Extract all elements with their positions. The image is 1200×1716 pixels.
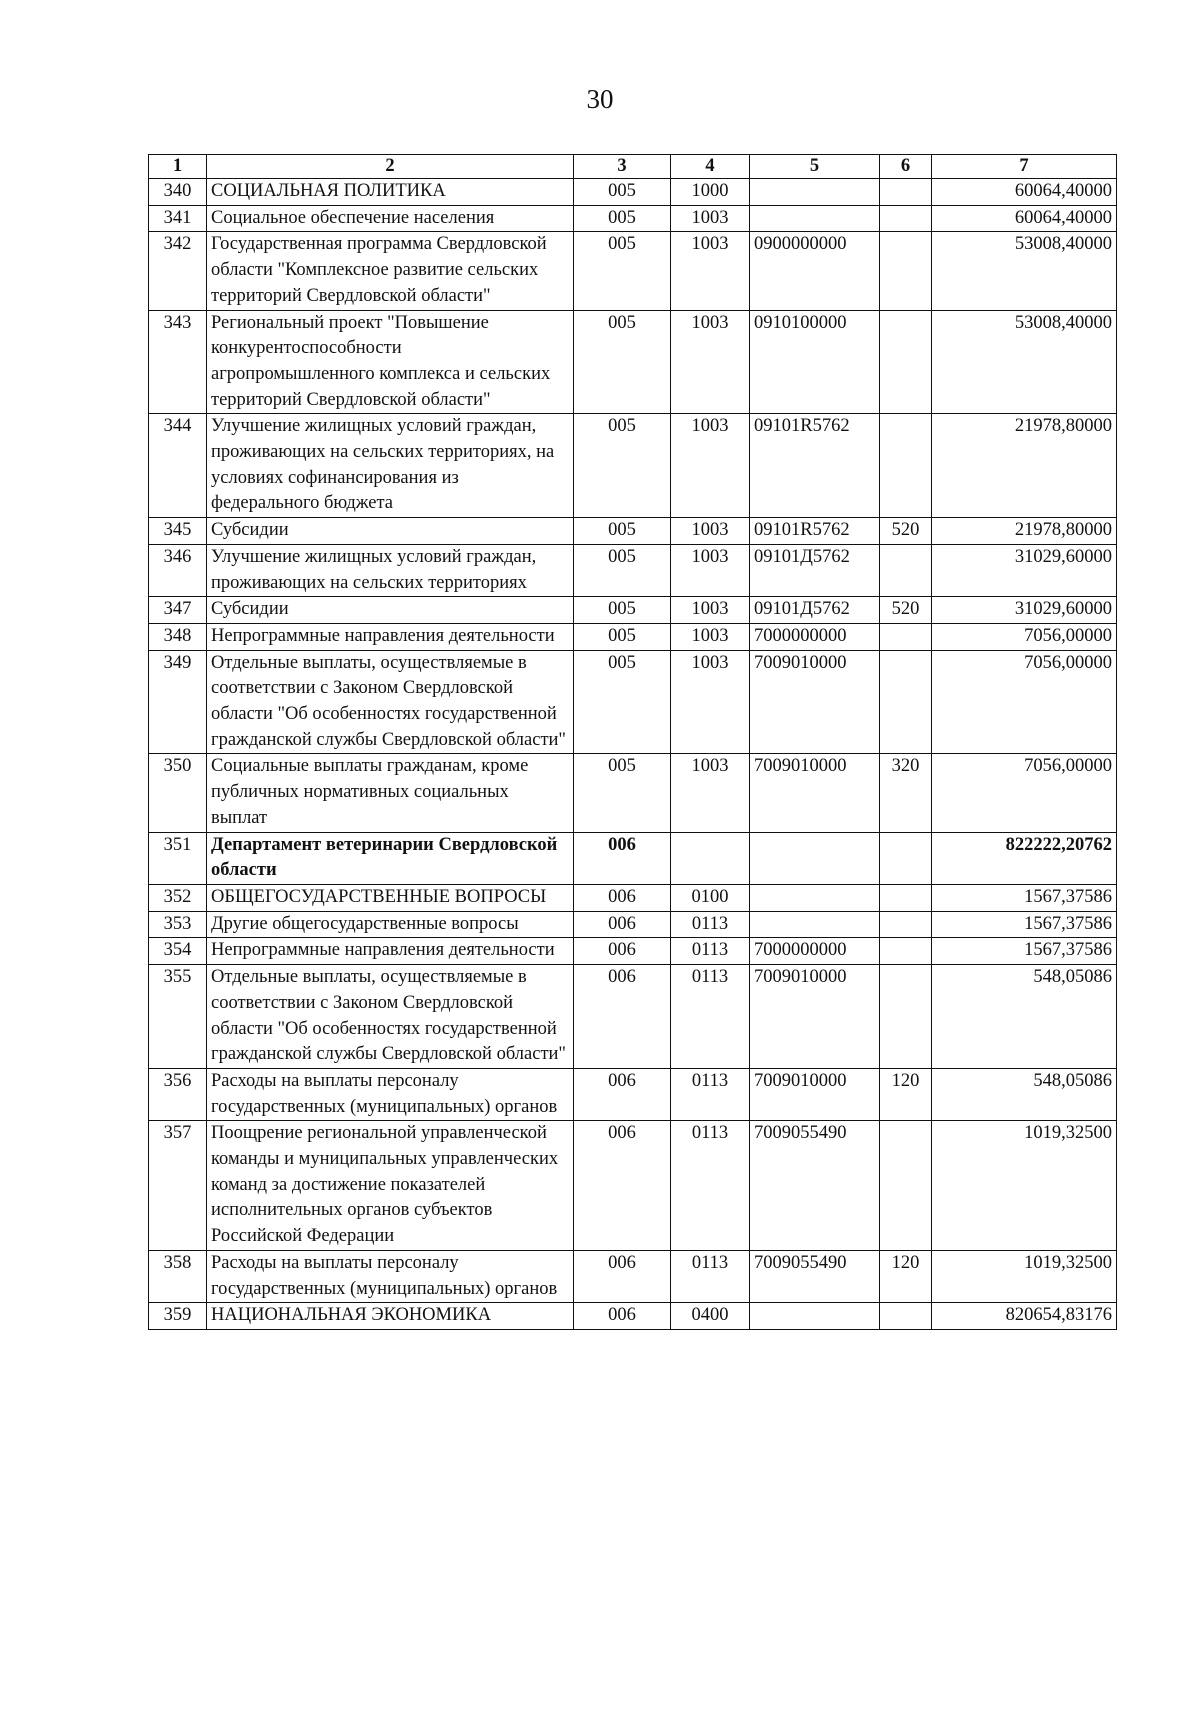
row-code-6: 520	[880, 597, 932, 624]
row-code-3: 006	[574, 938, 671, 965]
row-amount: 548,05086	[932, 1068, 1117, 1120]
row-code-3: 006	[574, 965, 671, 1069]
row-name: Социальное обеспечение населения	[207, 205, 574, 232]
row-code-5	[750, 1303, 880, 1330]
row-amount: 7056,00000	[932, 623, 1117, 650]
header-col-2: 2	[207, 155, 574, 179]
row-code-6	[880, 965, 932, 1069]
row-number: 350	[149, 754, 207, 832]
row-number: 357	[149, 1121, 207, 1251]
header-col-7: 7	[932, 155, 1117, 179]
row-amount: 1567,37586	[932, 938, 1117, 965]
row-code-4: 1003	[671, 623, 750, 650]
row-name: Непрограммные направления деятельности	[207, 938, 574, 965]
row-code-3: 005	[574, 179, 671, 206]
row-code-5: 0910100000	[750, 310, 880, 414]
table-row	[149, 623, 1117, 650]
row-code-4: 0113	[671, 1068, 750, 1120]
row-number: 349	[149, 650, 207, 754]
row-code-3: 005	[574, 597, 671, 624]
row-code-5: 7009055490	[750, 1121, 880, 1251]
table-row	[149, 1250, 1117, 1302]
table-row	[149, 1121, 1117, 1251]
row-code-3: 005	[574, 754, 671, 832]
row-code-5: 7009010000	[750, 754, 880, 832]
row-amount: 1019,32500	[932, 1250, 1117, 1302]
row-name: Улучшение жилищных условий граждан, проживающих на сельских территориях, на условиях софинансирования из федерального бюджета	[207, 414, 574, 518]
row-code-6	[880, 310, 932, 414]
row-code-4: 0100	[671, 884, 750, 911]
row-name: Социальные выплаты гражданам, кроме публичных нормативных социальных выплат	[207, 754, 574, 832]
header-col-5: 5	[750, 155, 880, 179]
row-name: Другие общегосударственные вопросы	[207, 911, 574, 938]
row-code-4: 0113	[671, 1250, 750, 1302]
budget-table	[148, 154, 1117, 1330]
header-row	[149, 155, 1117, 179]
table-row	[149, 965, 1117, 1069]
table-row	[149, 1303, 1117, 1330]
row-code-4: 0113	[671, 911, 750, 938]
row-code-3: 005	[574, 232, 671, 310]
row-code-6	[880, 884, 932, 911]
row-number: 340	[149, 179, 207, 206]
row-name: Непрограммные направления деятельности	[207, 623, 574, 650]
row-code-3: 006	[574, 884, 671, 911]
row-number: 356	[149, 1068, 207, 1120]
row-number: 348	[149, 623, 207, 650]
row-number: 353	[149, 911, 207, 938]
page-number: 30	[586, 84, 614, 114]
row-code-6	[880, 1121, 932, 1251]
row-name: Расходы на выплаты персоналу государственных (муниципальных) органов	[207, 1068, 574, 1120]
row-code-5	[750, 832, 880, 884]
row-code-4: 0113	[671, 938, 750, 965]
row-amount: 1019,32500	[932, 1121, 1117, 1251]
row-code-5: 7000000000	[750, 938, 880, 965]
table-row	[149, 884, 1117, 911]
row-code-6	[880, 911, 932, 938]
row-code-6: 320	[880, 754, 932, 832]
row-code-3: 006	[574, 911, 671, 938]
row-amount: 31029,60000	[932, 544, 1117, 596]
table-row	[149, 832, 1117, 884]
row-code-3: 006	[574, 1068, 671, 1120]
row-code-5	[750, 179, 880, 206]
row-code-6	[880, 1303, 932, 1330]
table-row	[149, 179, 1117, 206]
row-code-4: 1003	[671, 205, 750, 232]
row-number: 346	[149, 544, 207, 596]
row-code-5	[750, 911, 880, 938]
row-amount: 822222,20762	[932, 832, 1117, 884]
row-code-6	[880, 205, 932, 232]
row-code-4: 1003	[671, 544, 750, 596]
row-code-4: 1003	[671, 597, 750, 624]
row-amount: 53008,40000	[932, 310, 1117, 414]
row-code-6	[880, 623, 932, 650]
row-amount: 7056,00000	[932, 754, 1117, 832]
row-code-3: 005	[574, 205, 671, 232]
row-amount: 1567,37586	[932, 911, 1117, 938]
row-code-6	[880, 544, 932, 596]
row-name: Субсидии	[207, 597, 574, 624]
row-code-4: 1003	[671, 518, 750, 545]
table-row	[149, 754, 1117, 832]
table-row	[149, 414, 1117, 518]
row-code-4: 1003	[671, 232, 750, 310]
row-code-5	[750, 884, 880, 911]
row-amount: 53008,40000	[932, 232, 1117, 310]
table-row	[149, 544, 1117, 596]
row-code-3: 005	[574, 414, 671, 518]
table-row	[149, 1068, 1117, 1120]
row-code-4: 1003	[671, 650, 750, 754]
row-number: 354	[149, 938, 207, 965]
row-code-5: 09101Д5762	[750, 597, 880, 624]
row-code-5: 09101Д5762	[750, 544, 880, 596]
table-row	[149, 938, 1117, 965]
row-code-6: 120	[880, 1250, 932, 1302]
row-code-4: 0113	[671, 1121, 750, 1251]
table-row	[149, 650, 1117, 754]
row-name: Поощрение региональной управленческой команды и муниципальных управленческих команд за достижение показателей исполнительных органов субъектов Российской Федерации	[207, 1121, 574, 1251]
row-name: Улучшение жилищных условий граждан, проживающих на сельских территориях	[207, 544, 574, 596]
row-code-4: 1000	[671, 179, 750, 206]
row-name: НАЦИОНАЛЬНАЯ ЭКОНОМИКА	[207, 1303, 574, 1330]
row-amount: 60064,40000	[932, 205, 1117, 232]
row-code-5: 7009010000	[750, 1068, 880, 1120]
row-name: Расходы на выплаты персоналу государственных (муниципальных) органов	[207, 1250, 574, 1302]
row-number: 359	[149, 1303, 207, 1330]
table-body	[149, 179, 1117, 1330]
header-col-3: 3	[574, 155, 671, 179]
row-amount: 7056,00000	[932, 650, 1117, 754]
row-code-5: 7009055490	[750, 1250, 880, 1302]
row-number: 345	[149, 518, 207, 545]
row-amount: 21978,80000	[932, 414, 1117, 518]
row-code-3: 006	[574, 1121, 671, 1251]
header-col-1: 1	[149, 155, 207, 179]
row-code-5: 0900000000	[750, 232, 880, 310]
row-code-5: 7009010000	[750, 965, 880, 1069]
row-code-6	[880, 232, 932, 310]
row-code-4: 1003	[671, 310, 750, 414]
row-code-3: 005	[574, 623, 671, 650]
header-col-4: 4	[671, 155, 750, 179]
table-row	[149, 310, 1117, 414]
row-amount: 1567,37586	[932, 884, 1117, 911]
row-code-3: 005	[574, 544, 671, 596]
row-code-3: 006	[574, 1303, 671, 1330]
row-code-6: 120	[880, 1068, 932, 1120]
row-number: 358	[149, 1250, 207, 1302]
row-amount: 548,05086	[932, 965, 1117, 1069]
row-code-6	[880, 179, 932, 206]
row-number: 341	[149, 205, 207, 232]
table-row	[149, 232, 1117, 310]
row-name: СОЦИАЛЬНАЯ ПОЛИТИКА	[207, 179, 574, 206]
row-code-4: 0400	[671, 1303, 750, 1330]
row-code-6: 520	[880, 518, 932, 545]
row-code-5	[750, 205, 880, 232]
header-col-6: 6	[880, 155, 932, 179]
row-number: 347	[149, 597, 207, 624]
row-number: 355	[149, 965, 207, 1069]
row-amount: 820654,83176	[932, 1303, 1117, 1330]
row-number: 343	[149, 310, 207, 414]
row-code-3: 006	[574, 1250, 671, 1302]
row-amount: 31029,60000	[932, 597, 1117, 624]
row-code-4: 1003	[671, 754, 750, 832]
row-code-4: 0113	[671, 965, 750, 1069]
row-code-4: 1003	[671, 414, 750, 518]
row-number: 351	[149, 832, 207, 884]
row-amount: 60064,40000	[932, 179, 1117, 206]
row-code-3: 005	[574, 650, 671, 754]
row-code-3: 006	[574, 832, 671, 884]
row-code-3: 005	[574, 518, 671, 545]
row-name: Отдельные выплаты, осуществляемые в соответствии с Законом Свердловской области "Об особенностях государственной гражданской службы Свердловской области"	[207, 965, 574, 1069]
row-code-6	[880, 938, 932, 965]
row-code-6	[880, 650, 932, 754]
table-row	[149, 205, 1117, 232]
row-code-5: 7000000000	[750, 623, 880, 650]
table-row	[149, 597, 1117, 624]
table-row	[149, 518, 1117, 545]
row-code-5: 09101R5762	[750, 518, 880, 545]
row-name: Региональный проект "Повышение конкурентоспособности агропромышленного комплекса и сельских территорий Свердловской области"	[207, 310, 574, 414]
row-number: 342	[149, 232, 207, 310]
row-amount: 21978,80000	[932, 518, 1117, 545]
row-code-5: 7009010000	[750, 650, 880, 754]
row-code-6	[880, 414, 932, 518]
table-row	[149, 911, 1117, 938]
row-name: Отдельные выплаты, осуществляемые в соответствии с Законом Свердловской области "Об особенностях государственной гражданской службы Свердловской области"	[207, 650, 574, 754]
row-name: Государственная программа Свердловской области "Комплексное развитие сельских территорий Свердловской области"	[207, 232, 574, 310]
row-name: Субсидии	[207, 518, 574, 545]
row-code-4	[671, 832, 750, 884]
row-name: ОБЩЕГОСУДАРСТВЕННЫЕ ВОПРОСЫ	[207, 884, 574, 911]
row-code-3: 005	[574, 310, 671, 414]
row-number: 352	[149, 884, 207, 911]
row-name: Департамент ветеринарии Свердловской области	[207, 832, 574, 884]
row-code-6	[880, 832, 932, 884]
row-code-5: 09101R5762	[750, 414, 880, 518]
row-number: 344	[149, 414, 207, 518]
